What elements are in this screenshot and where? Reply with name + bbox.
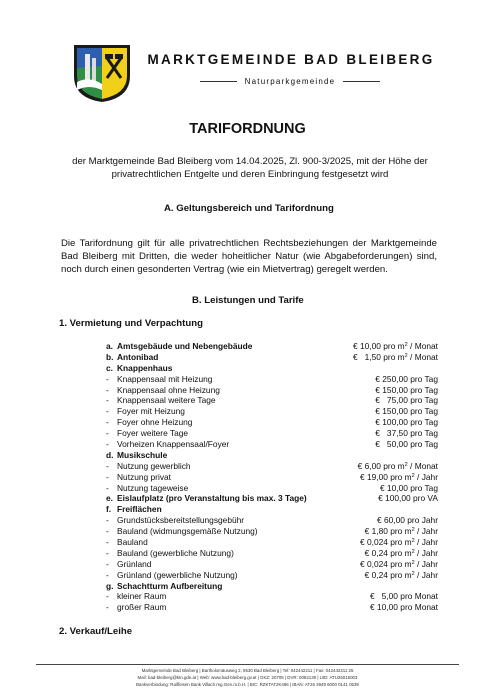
tariff-label: Vorheizen Knappensaal/Foyer bbox=[117, 439, 230, 450]
section-b-heading: B. Leistungen und Tarife bbox=[192, 295, 304, 306]
tariff-row bbox=[106, 363, 438, 374]
tariff-label: Schachtturm Aufbereitung bbox=[117, 580, 223, 591]
tariff-price: € 10,00 pro Monat bbox=[370, 602, 438, 613]
tariff-marker: - bbox=[106, 417, 109, 428]
tariff-marker: - bbox=[106, 602, 109, 613]
tariff-marker: - bbox=[106, 547, 109, 558]
tariff-row bbox=[106, 581, 438, 592]
tariff-marker: - bbox=[106, 395, 109, 406]
tariff-label: Knappensaal mit Heizung bbox=[117, 373, 213, 384]
tariff-marker: - bbox=[106, 569, 109, 580]
intro-text: der Marktgemeinde Bad Bleiberg vom 14.04.2025, Zl. 900-3/2025, mit der Höhe der privatrechtlichen Entgelte und deren Einbringung festgesetzt wird bbox=[72, 156, 428, 180]
divider bbox=[343, 81, 380, 82]
tariff-price: € 150,00 pro Tag bbox=[375, 406, 438, 417]
tariff-label: Nutzung gewerblich bbox=[117, 460, 191, 471]
tariff-row bbox=[106, 439, 438, 450]
tariff-marker: - bbox=[106, 537, 109, 548]
section-a-heading: A. Geltungsbereich und Tarifordnung bbox=[164, 203, 334, 214]
tariff-row bbox=[106, 526, 438, 537]
tariff-row bbox=[106, 395, 438, 406]
coat-of-arms-logo bbox=[71, 42, 133, 104]
tariff-row bbox=[106, 548, 438, 559]
municipality-subtitle: Naturparkgemeinde bbox=[244, 77, 336, 86]
tariff-label: kleiner Raum bbox=[117, 591, 167, 602]
tariff-row bbox=[106, 504, 438, 515]
tariff-row bbox=[106, 559, 438, 570]
tariff-marker: d. bbox=[106, 449, 114, 460]
tariff-price: € 10,00 pro Tag bbox=[379, 482, 438, 493]
tariff-marker: e. bbox=[106, 493, 113, 504]
tariff-label: Bauland (gewerbliche Nutzung) bbox=[117, 547, 234, 558]
tariff-row bbox=[106, 374, 438, 385]
tariff-row bbox=[106, 341, 438, 352]
tariff-label: Grünland (gewerbliche Nutzung) bbox=[117, 569, 238, 580]
tariff-price: € 1,50 pro $m^2$ / Monat bbox=[352, 351, 438, 362]
tariff-price: € 5,00 pro Monat bbox=[370, 591, 438, 602]
tariff-row bbox=[106, 428, 438, 439]
municipality-subtitle-row bbox=[200, 77, 380, 86]
tariff-label: Foyer ohne Heizung bbox=[117, 417, 193, 428]
tariff-price: € 0,024 pro $m^2$ / Jahr bbox=[359, 537, 438, 548]
tariff-row bbox=[106, 591, 438, 602]
tariff-label: großer Raum bbox=[117, 602, 167, 613]
footer-divider bbox=[36, 664, 459, 665]
tariff-label: Nutzung privat bbox=[117, 471, 171, 482]
tariff-row bbox=[106, 483, 438, 494]
divider bbox=[200, 81, 237, 82]
tariff-label: Nutzung tageweise bbox=[117, 482, 189, 493]
tariff-marker: c. bbox=[106, 362, 113, 373]
footer-line-1: Marktgemeinde Bad Bleiberg | Bartholomäusweg 2, 9530 Bad Bleiberg | Tel: 042442211 | Fax: 042442211 25 bbox=[141, 668, 354, 673]
tariff-marker: - bbox=[106, 482, 109, 493]
tariff-price: € 1,80 pro $m^2$ / Jahr bbox=[364, 526, 438, 537]
tariff-label: Knappensaal ohne Heizung bbox=[117, 384, 220, 395]
subsection-1-heading: 1. Vermietung und Verpachtung bbox=[59, 318, 203, 329]
tariff-price: € 37,50 pro Tag bbox=[375, 428, 438, 439]
tariff-label: Grundstücksbereitstellungsgebühr bbox=[117, 515, 245, 526]
tariff-label: Foyer mit Heizung bbox=[117, 406, 185, 417]
tariff-price: € 100,00 pro VA bbox=[378, 493, 438, 504]
tariff-price: € 19,00 pro $m^2$ / Jahr bbox=[359, 471, 438, 482]
subsection-2-heading: 2. Verkauf/Leihe bbox=[59, 626, 133, 637]
tariff-row bbox=[106, 385, 438, 396]
tariff-marker: - bbox=[106, 515, 109, 526]
footer bbox=[36, 667, 459, 688]
tariff-price: € 0,24 pro $m^2$ / Jahr bbox=[364, 547, 438, 558]
tariff-price: € 250,00 pro Tag bbox=[375, 373, 438, 384]
tariff-row bbox=[106, 570, 438, 581]
tariff-marker: - bbox=[106, 439, 109, 450]
tariff-price: € 150,00 pro Tag bbox=[375, 384, 438, 395]
tariff-list bbox=[106, 341, 438, 613]
tariff-label: Grünland bbox=[117, 558, 152, 569]
tariff-price: € 10,00 pro $m^2$ / Monat bbox=[352, 341, 438, 351]
tariff-price: € 60,00 pro Jahr bbox=[377, 515, 438, 526]
tariff-marker: - bbox=[106, 558, 109, 569]
tariff-row bbox=[106, 472, 438, 483]
tariff-row bbox=[106, 352, 438, 363]
tariff-price: € 100,00 pro Tag bbox=[375, 417, 438, 428]
tariff-label: Musikschule bbox=[117, 449, 168, 460]
tariff-label: Knappenhaus bbox=[117, 362, 173, 373]
municipality-name: MARKTGEMEINDE BAD BLEIBERG bbox=[147, 52, 435, 67]
tariff-row bbox=[106, 493, 438, 504]
tariff-label: Bauland (widmungsgemäße Nutzung) bbox=[117, 526, 258, 537]
tariff-row bbox=[106, 450, 438, 461]
tariff-label: Freiflächen bbox=[117, 504, 162, 515]
tariff-marker: - bbox=[106, 406, 109, 417]
footer-line-2: Mail: bad-bleiberg@ktn.gde.at | Web: www.bad-bleiberg.gv.at | GKZ: 20705 | DVR: 0082139 | UID: ATU26016003 bbox=[137, 675, 358, 680]
tariff-price: € 75,00 pro Tag bbox=[375, 395, 438, 406]
tariff-label: Antonibad bbox=[117, 351, 159, 362]
tariff-price: € 50,00 pro Tag bbox=[375, 439, 438, 450]
tariff-row bbox=[106, 406, 438, 417]
tariff-row bbox=[106, 515, 438, 526]
tariff-marker: - bbox=[106, 373, 109, 384]
tariff-marker: b. bbox=[106, 351, 114, 362]
tariff-row bbox=[106, 461, 438, 472]
tariff-row bbox=[106, 602, 438, 613]
tariff-marker: - bbox=[106, 384, 109, 395]
tariff-label: Bauland bbox=[117, 537, 148, 548]
section-a-text: Die Tarifordnung gilt für alle privatrechtlichen Rechtsbeziehungen der Marktgemeinde Bad Bleiberg mit Dritten, die weder hoheitlicher Natur (wie Abgabeforderungen) sind, noch durch einen gesonderten Vertrag (wie ein Mietvertrag) geregelt werden. bbox=[61, 238, 437, 275]
tariff-row bbox=[106, 417, 438, 428]
tariff-marker: f. bbox=[106, 504, 112, 515]
tariff-label: Eislaufplatz (pro Veranstaltung bis max. 3 Tage) bbox=[117, 493, 307, 504]
tariff-marker: a. bbox=[106, 341, 113, 351]
tariff-label: Knappensaal weitere Tage bbox=[117, 395, 216, 406]
tariff-marker: - bbox=[106, 471, 109, 482]
document-title: TARIFORDNUNG bbox=[189, 121, 306, 137]
tariff-row bbox=[106, 537, 438, 548]
tariff-marker: - bbox=[106, 591, 109, 602]
tariff-price: € 6,00 pro $m^2$ / Monat bbox=[357, 460, 438, 471]
tariff-price: € 0,24 pro $m^2$ / Jahr bbox=[364, 569, 438, 580]
footer-line-3: Bankverbindung: Raiffeisen Bank Villach reg.Gen.m.b.H. | BIC: RZKTAT2K496 | IBAN: AT26 3949 6000 0141 0539 bbox=[136, 682, 359, 687]
tariff-marker: - bbox=[106, 460, 109, 471]
tariff-label: Foyer weitere Tage bbox=[117, 428, 189, 439]
tariff-marker: - bbox=[106, 428, 109, 439]
tariff-label: Amtsgebäude und Nebengebäude bbox=[117, 341, 253, 351]
tariff-marker: g. bbox=[106, 580, 114, 591]
tariff-marker: - bbox=[106, 526, 109, 537]
tariff-price: € 0,024 pro $m^2$ / Jahr bbox=[359, 558, 438, 569]
